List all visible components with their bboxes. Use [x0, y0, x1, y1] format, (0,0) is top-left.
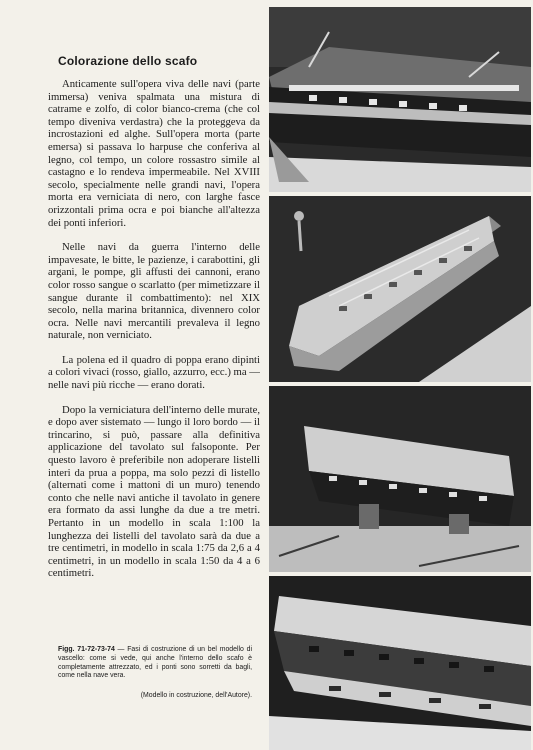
caption-text: — Fasi di costruzione di un bel modello di vascello: come si vede, qui anche l'interno dello scafo è completamente attrezzato, ed i ponti sono sorretti da bagli, come nella nave vera.: [58, 646, 252, 680]
figure-numbers: Figg. 71-72-73-74: [58, 646, 115, 653]
ship-model-photo-74: [269, 576, 531, 750]
figure-caption: [58, 646, 252, 681]
ship-model-photo-73: [269, 386, 531, 572]
paragraph-hull-coloring: Anticamente sull'opera viva delle navi (parte immersa) veniva spalmata una mistura di catrame e zolfo, di color bianco-crema (che col tempo diveniva verdastra) che la proteggeva da incrostazioni ed alghe. Sull'opera morta (parte emersa) si passava lo harpuse che conferiva al legno, col tempo, un colore rossastro simile al castagno e lo rendeva impermeabile. Nel XVIII secolo, specialmente nelle grandi navi, l'opera morta era verniciata di nero, con larghe fasce orizzontali prima ocra e poi bianche all'altezza dei ponti inferiori.: [48, 78, 260, 229]
paragraph-warships-interior: Nelle navi da guerra l'interno delle impavesate, le bitte, le pazienze, i carabottini, gli argani, le pompe, gli affusti dei cannoni, erano color rosso sangue o scarlatto (per mimetizzare il sangue durante il combattimento): nel XIX secolo, nella marina britannica, divennero color ocra. Nelle navi mercantili prevaleva il legno naturale, non verniciato.: [48, 241, 260, 342]
ship-model-photo-71: [269, 7, 531, 192]
paragraph-deck-planking: Dopo la verniciatura dell'interno delle murate, e dopo aver sistemato — lungo il loro bordo — il trincarino, si può, passare alla definitiva applicazione del tavolato sul falsoponte. Per questo lavoro è preferibile non adoperare listelli interi da prua a poppa, ma solo pezzi di listello (alternati come i mattoni di un muro) tenendo conto che nelle navi antiche il tavolato in genere era formato da assi lunghe da due a tre metri. Pertanto in un modello in scala 1:100 la lunghezza dei listelli del tavolato sarà da due a tre centimetri, in modello in scala 1:75 da 2,6 a 4 centimetri, in un modello in scala 1:50 da 4 a 6 centimetri.: [48, 403, 260, 580]
paragraph-figurehead: La polena ed il quadro di poppa erano dipinti a colori vivaci (rosso, giallo, azzurro, ecc.) ma — nelle navi più ricche — erano dorati.: [48, 353, 260, 392]
caption-credit: (Modello in costruzione, dell'Autore).: [140, 692, 252, 699]
section-heading: Colorazione dello scafo: [58, 54, 198, 68]
article-text-column: [48, 54, 260, 592]
ship-model-photo-72: [269, 196, 531, 382]
